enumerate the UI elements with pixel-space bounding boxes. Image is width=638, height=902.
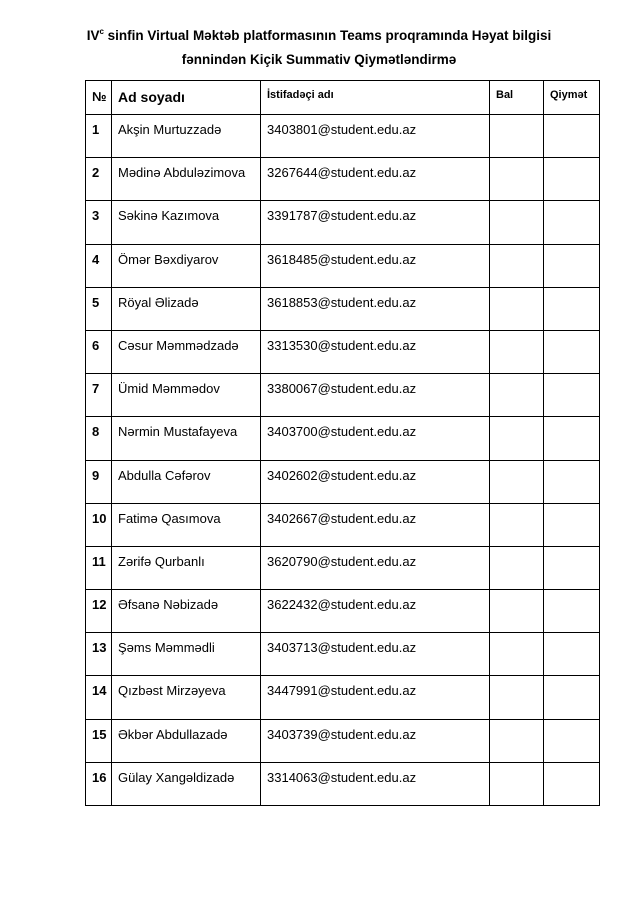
table-row [86,374,600,417]
student-username: 3620790@student.edu.az [261,546,490,589]
header-username: İstifadəçi adı [261,81,490,115]
row-number: 12 [86,590,112,633]
student-name: Mədinə Abduləzimova [112,158,261,201]
score-cell [490,546,544,589]
table-row [86,503,600,546]
table-row [86,201,600,244]
student-username: 3380067@student.edu.az [261,374,490,417]
title-line-1 [0,24,638,48]
student-username: 3618485@student.edu.az [261,244,490,287]
grade-cell [544,546,600,589]
student-name: Ömər Bəxdiyarov [112,244,261,287]
title-grade: IV [86,28,100,43]
grade-cell [544,244,600,287]
grade-cell [544,590,600,633]
table-row [86,590,600,633]
student-name: Səkinə Kazımova [112,201,261,244]
header-full-name: Ad soyadı [112,81,261,115]
table-body [86,115,600,806]
score-cell [490,374,544,417]
grade-cell [544,115,600,158]
table-row [86,417,600,460]
student-username: 3267644@student.edu.az [261,158,490,201]
student-name: Akşin Murtuzzadə [112,115,261,158]
student-username: 3403801@student.edu.az [261,115,490,158]
score-cell [490,244,544,287]
title-grade-letter: c [99,27,104,36]
grade-cell [544,417,600,460]
student-name: Şəms Məmmədli [112,633,261,676]
grade-cell [544,503,600,546]
row-number: 11 [86,546,112,589]
student-name: Gülay Xangəldizadə [112,762,261,805]
score-cell [490,633,544,676]
student-username: 3403713@student.edu.az [261,633,490,676]
score-cell [490,676,544,719]
grade-cell [544,719,600,762]
student-name: Ümid Məmmədov [112,374,261,417]
student-name: Zərifə Qurbanlı [112,546,261,589]
table-row [86,719,600,762]
score-cell [490,287,544,330]
score-cell [490,158,544,201]
student-username: 3402667@student.edu.az [261,503,490,546]
row-number: 1 [86,115,112,158]
score-cell [490,330,544,373]
table-row [86,460,600,503]
header-score: Bal [490,81,544,115]
score-cell [490,201,544,244]
grade-cell [544,330,600,373]
row-number: 3 [86,201,112,244]
table-row [86,633,600,676]
table-row [86,244,600,287]
student-username: 3403739@student.edu.az [261,719,490,762]
score-cell [490,417,544,460]
score-cell [490,762,544,805]
grade-cell [544,158,600,201]
student-name: Röyal Əlizadə [112,287,261,330]
assessment-table [85,80,600,806]
row-number: 8 [86,417,112,460]
row-number: 9 [86,460,112,503]
row-number: 14 [86,676,112,719]
student-name: Cəsur Məmmədzadə [112,330,261,373]
student-username: 3391787@student.edu.az [261,201,490,244]
row-number: 13 [86,633,112,676]
header-row [86,81,600,115]
student-name: Əfsanə Nəbizadə [112,590,261,633]
title-line-1-text: sinfin Virtual Məktəb platformasının Teams proqramında Həyat bilgisi [103,28,552,43]
student-username: 3313530@student.edu.az [261,330,490,373]
score-cell [490,503,544,546]
row-number: 5 [86,287,112,330]
student-name: Nərmin Mustafayeva [112,417,261,460]
row-number: 16 [86,762,112,805]
student-username: 3402602@student.edu.az [261,460,490,503]
student-username: 3622432@student.edu.az [261,590,490,633]
grade-cell [544,460,600,503]
student-name: Fatimə Qasımova [112,503,261,546]
student-name: Əkbər Abdullazadə [112,719,261,762]
score-cell [490,719,544,762]
row-number: 2 [86,158,112,201]
table-row [86,762,600,805]
title-line-2: fənnindən Kiçik Summativ Qiymətləndirmə [181,52,457,67]
student-username: 3314063@student.edu.az [261,762,490,805]
table-row [86,546,600,589]
grade-cell [544,633,600,676]
header-number: № [86,81,112,115]
row-number: 4 [86,244,112,287]
table-row [86,115,600,158]
row-number: 15 [86,719,112,762]
table-row [86,676,600,719]
row-number: 6 [86,330,112,373]
student-username: 3447991@student.edu.az [261,676,490,719]
score-cell [490,460,544,503]
student-username: 3403700@student.edu.az [261,417,490,460]
student-name: Abdulla Cəfərov [112,460,261,503]
document-title [0,24,638,72]
score-cell [490,590,544,633]
header-grade: Qiymət [544,81,600,115]
score-cell [490,115,544,158]
grade-cell [544,201,600,244]
grade-cell [544,287,600,330]
row-number: 7 [86,374,112,417]
student-username: 3618853@student.edu.az [261,287,490,330]
grade-cell [544,374,600,417]
row-number: 10 [86,503,112,546]
student-name: Qızbəst Mirzəyeva [112,676,261,719]
table-row [86,287,600,330]
grade-cell [544,762,600,805]
table-row [86,158,600,201]
grade-cell [544,676,600,719]
table-row [86,330,600,373]
